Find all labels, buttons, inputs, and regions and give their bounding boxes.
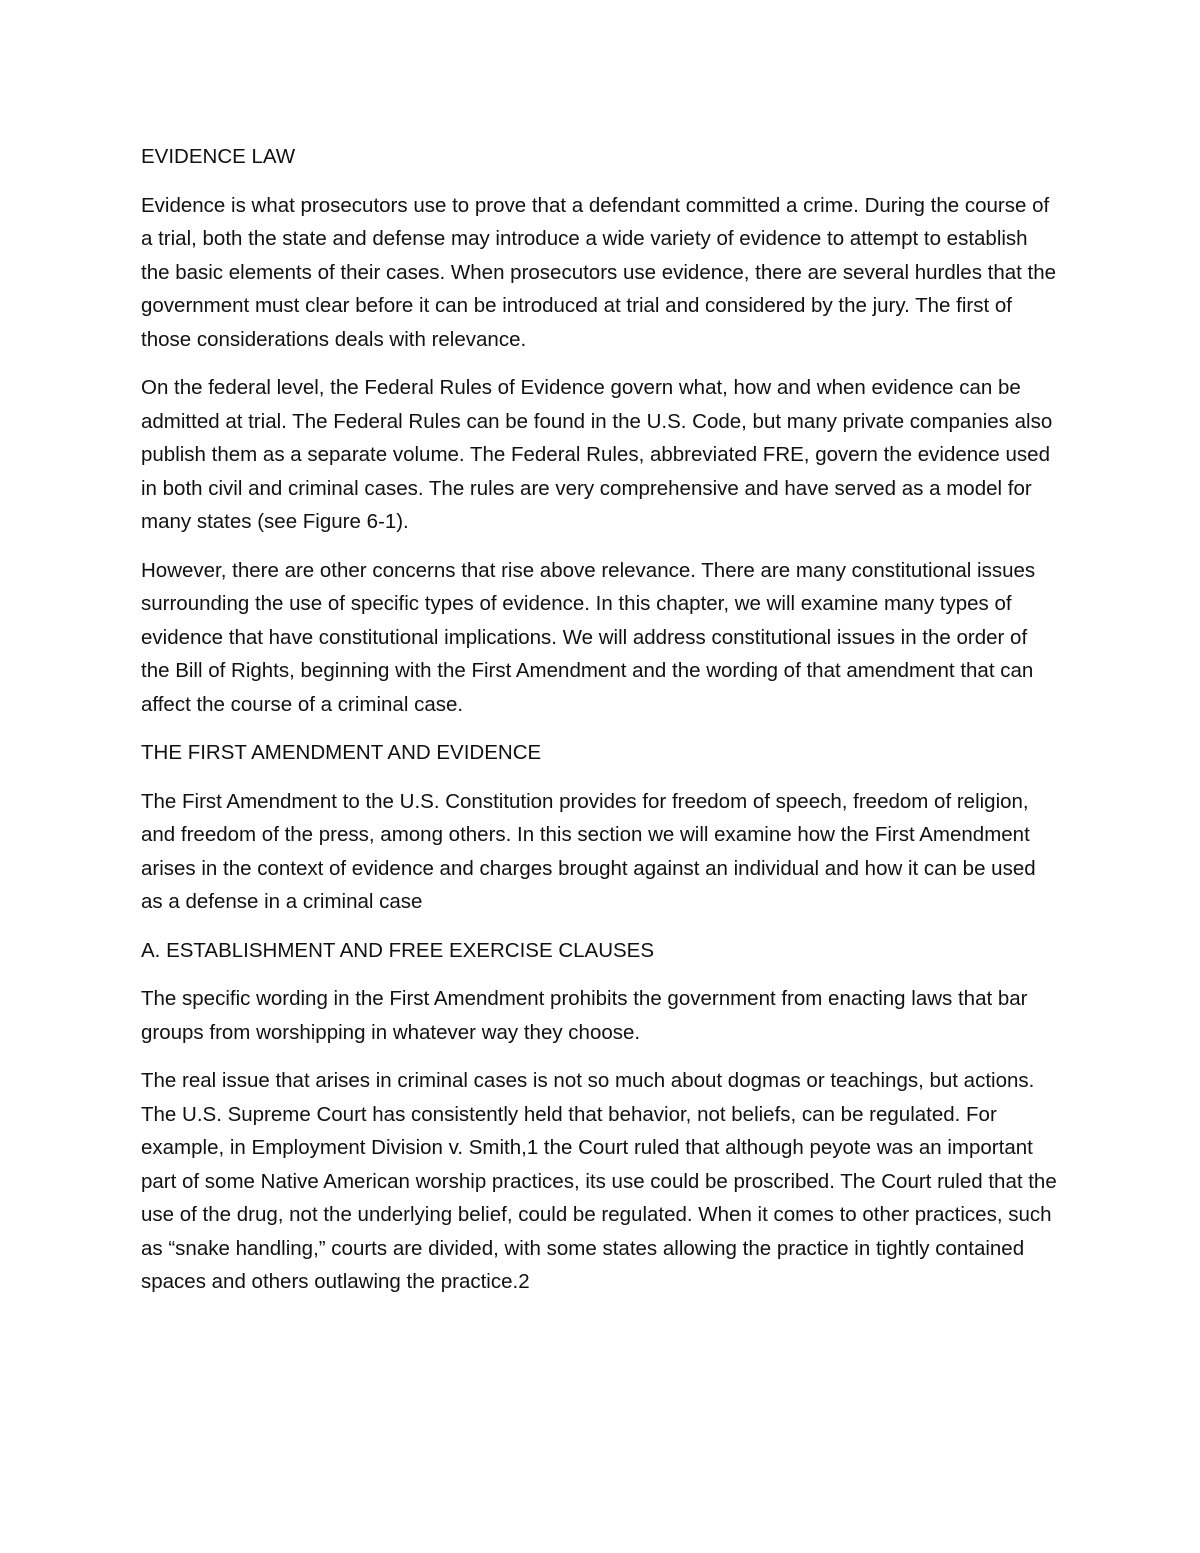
paragraph-first-amendment: The First Amendment to the U.S. Constitution provides for freedom of speech, freedom of religion, and freedom of the press, among others. In this section we will examine how the First Amendment arises in the context of evidence and charges brought against an individual and how it can be used as a defense in a criminal case: [141, 789, 1036, 913]
paragraph-evidence-intro: Evidence is what prosecutors use to prove that a defendant committed a crime. During the course of a trial, both the state and defense may introduce a wide variety of evidence to attempt to establish the basic elements of their cases. When prosecutors use evidence, there are several hurdles that the government must clear before it can be introduced at trial and considered by the jury. The first of those considerations deals with relevance.: [141, 193, 1057, 351]
document-body: [141, 140, 1061, 1314]
paragraph-federal-rules: On the federal level, the Federal Rules of Evidence govern what, how and when evidence can be admitted at trial. The Federal Rules can be found in the U.S. Code, but many private companies also publish them as a separate volume. The Federal Rules, abbreviated FRE, govern the evidence used in both civil and criminal cases. The rules are very comprehensive and have served as a model for many states (see Figure 6-1).: [141, 376, 1053, 533]
section-heading-first-amendment: THE FIRST AMENDMENT AND EVIDENCE: [141, 741, 542, 764]
paragraph-real-issue: The real issue that arises in criminal cases is not so much about dogmas or teachings, but actions. The U.S. Supreme Court has consistently held that behavior, not beliefs, can be regulated. For example, in Employment Division v. Smith,1 the Court ruled that although peyote was an important part of some Native American worship practices, its use could be proscribed. The Court ruled that the use of the drug, not the underlying belief, could be regulated. When it comes to other practices, such as “snake handling,” courts are divided, with some states allowing the practice in tightly contained spaces and others outlawing the practice.2: [141, 1069, 1057, 1293]
paragraph-constitutional-issues: However, there are other concerns that rise above relevance. There are many constitutional issues surrounding the use of specific types of evidence. In this chapter, we will examine many types of evidence that have constitutional implications. We will address constitutional issues in the order of the Bill of Rights, beginning with the First Amendment and the wording of that amendment that can affect the course of a criminal case.: [141, 558, 1036, 716]
subsection-heading-establishment: A. ESTABLISHMENT AND FREE EXERCISE CLAUSES: [141, 938, 655, 962]
document-title: EVIDENCE LAW: [141, 145, 296, 168]
paragraph-specific-wording: The specific wording in the First Amendment prohibits the government from enacting laws that bar groups from worshipping in whatever way they choose.: [141, 987, 1028, 1044]
